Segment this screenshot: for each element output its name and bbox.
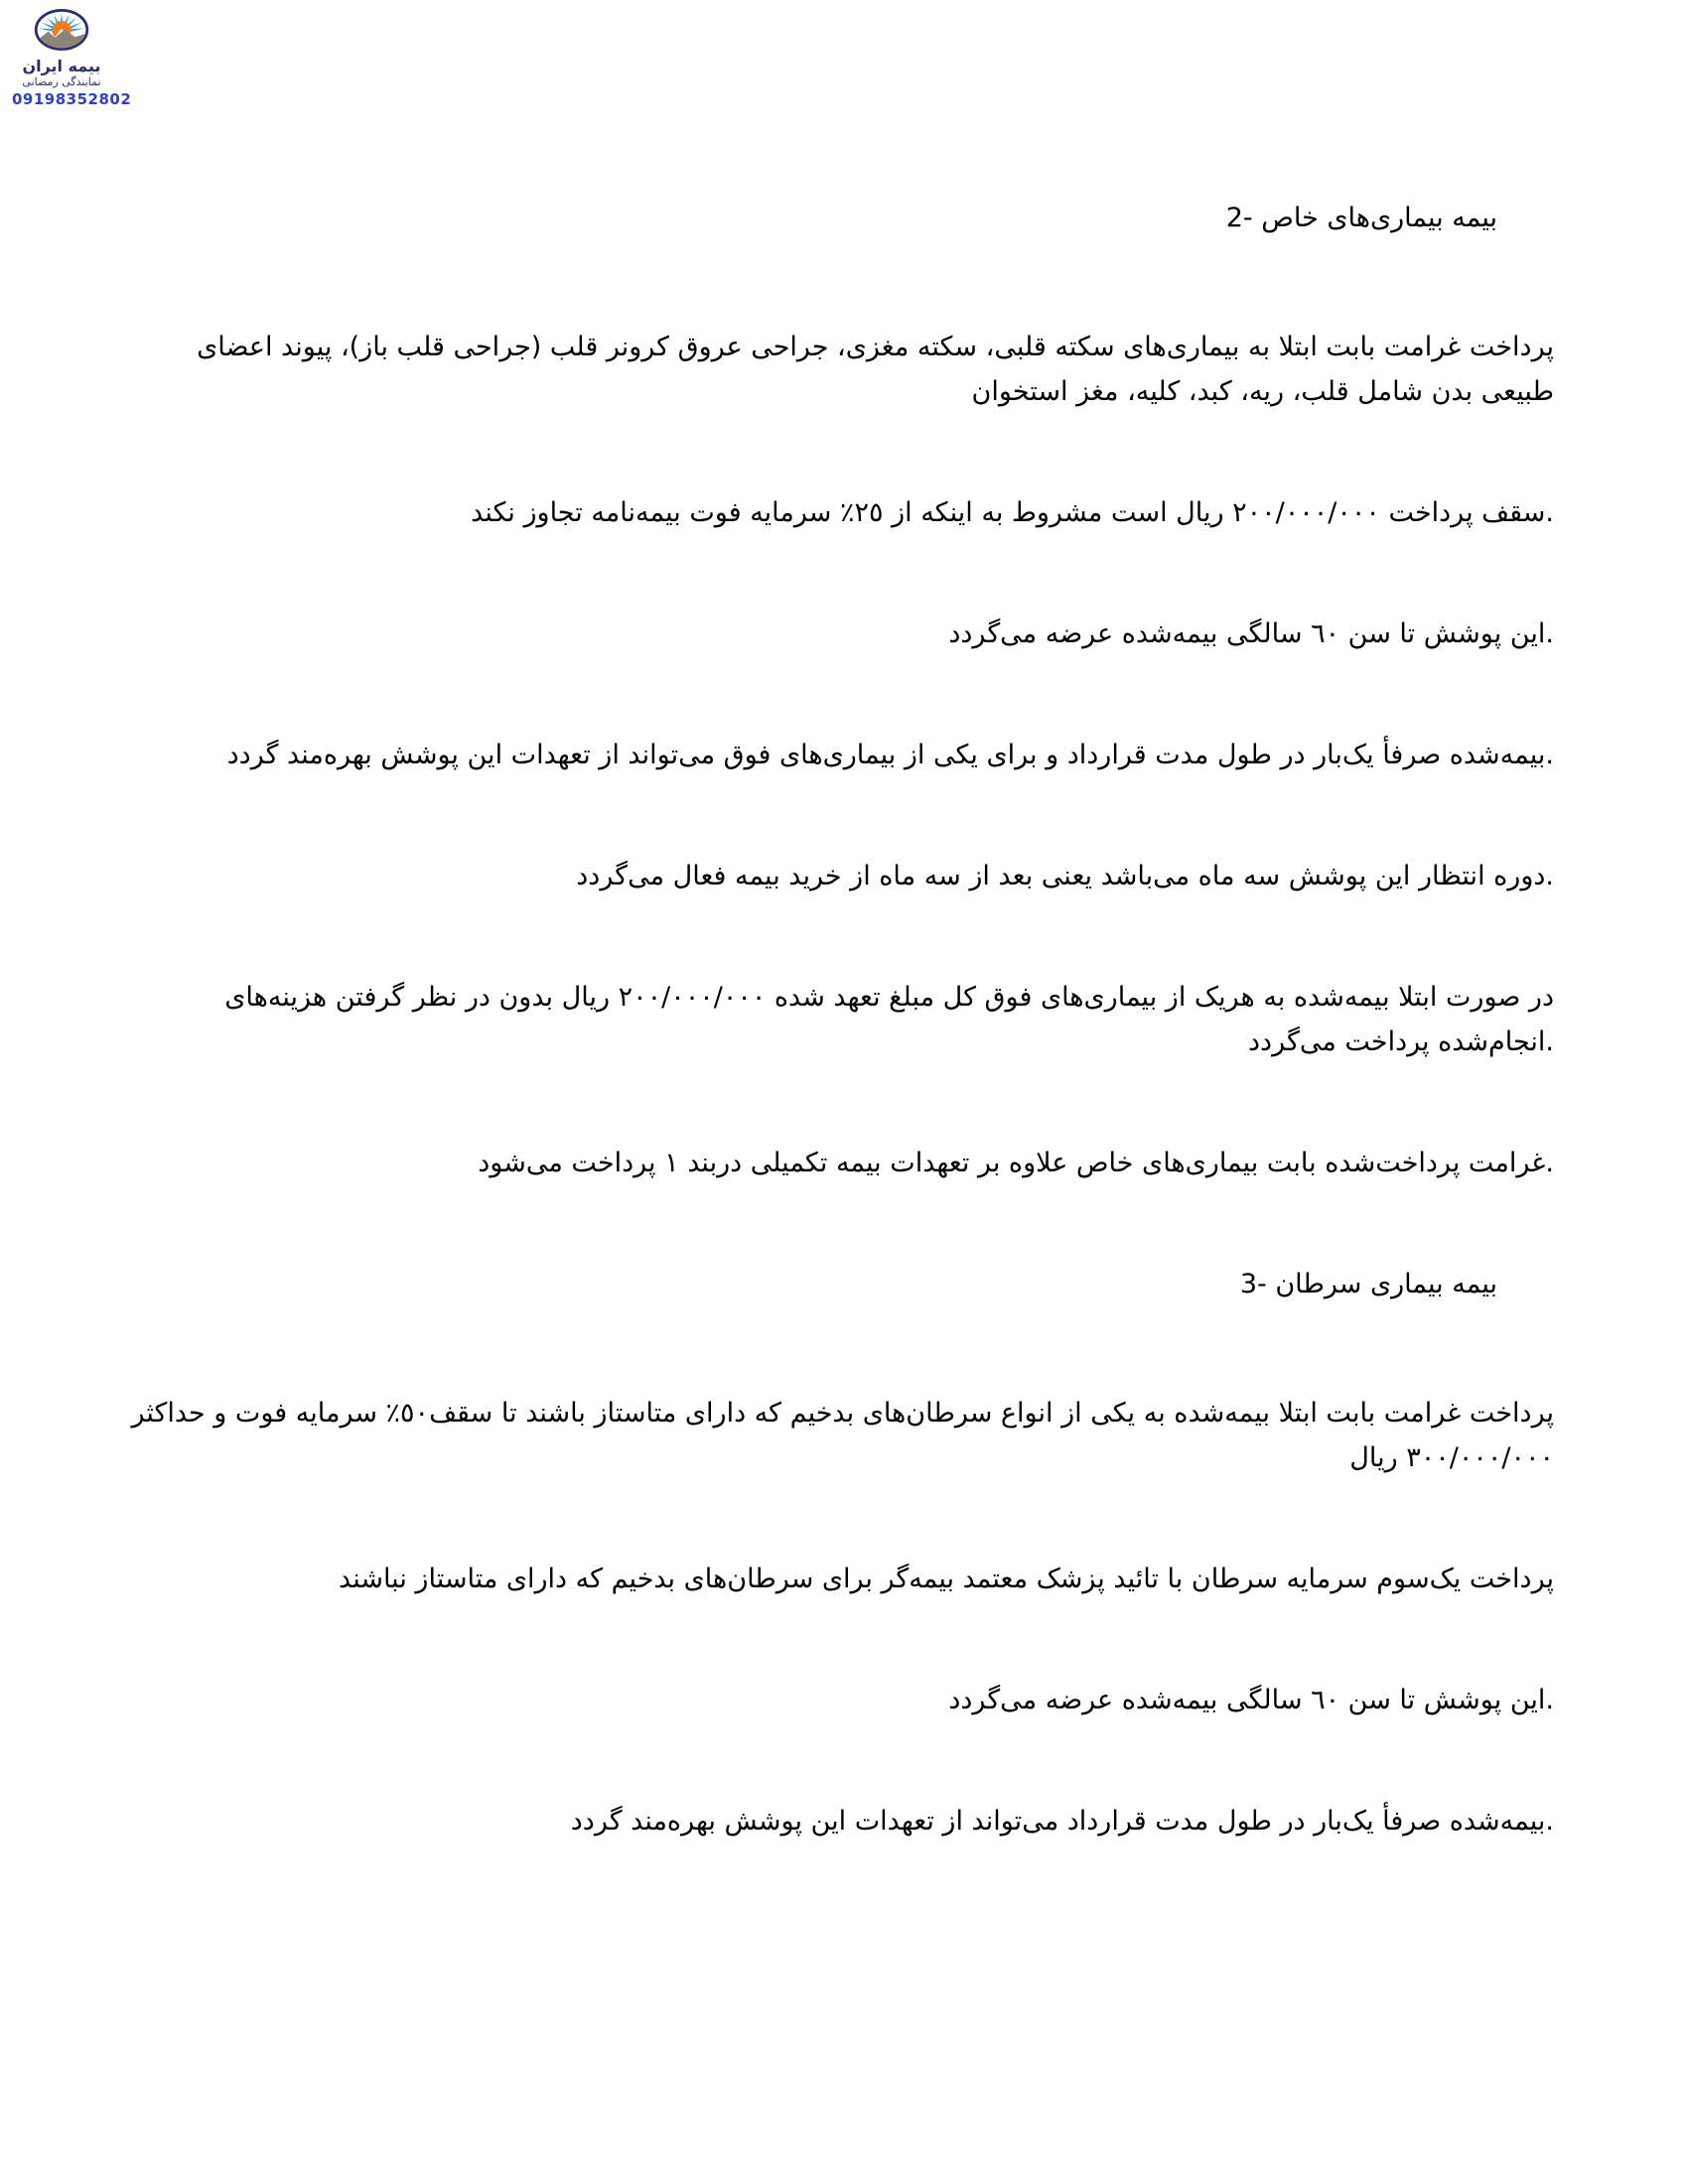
text-line: بیمه بیماری‌های خاص -2 (1225, 203, 1497, 233)
paragraph (0, 1141, 1688, 1185)
text-line: .بیمه‌شده صرفأ یک‌بار در طول مدت قرارداد و برای یکی از بیماری‌های فوق می‌تواند از تعهدات این پوشش بهره‌مند گردد (226, 740, 1554, 770)
paragraph (0, 1678, 1688, 1722)
paragraph (0, 733, 1688, 777)
text-line: .سقف پرداخت ٢٠٠/٠٠٠/٠٠٠ ریال است مشروط به اینکه از ٢٥٪ سرمایه فوت بیمه‌نامه تجاوز نکند (471, 497, 1554, 528)
text-line: .این پوشش تا سن ٦٠ سالگی بیمه‌شده عرضه می‌گردد (948, 1685, 1554, 1715)
paragraph (0, 490, 1688, 535)
section-heading (0, 1262, 1688, 1306)
brand-name: بیمه ایران (22, 57, 101, 75)
text-line: بیمه بیماری سرطان -3 (1239, 1269, 1497, 1299)
text-line: طبیعی بدن شامل قلب، ریه، کبد، کلیه، مغز استخوان (971, 376, 1554, 407)
paragraph (0, 975, 1688, 1064)
text-line: پرداخت غرامت بابت ابتلا بیمه‌شده به یکی از انواع سرطان‌های بدخیم که دارای متاستاز باشند تا سقف٥٠٪ سرمایه فوت و حداکثر (131, 1398, 1554, 1429)
text-line: .بیمه‌شده صرفأ یک‌بار در طول مدت قرارداد می‌تواند از تعهدات این پوشش بهره‌مند گردد (570, 1806, 1554, 1837)
paragraph (0, 1557, 1688, 1601)
text-line: در صورت ابتلا بیمه‌شده به هریک از بیماری‌های فوق کل مبلغ تعهد شده ٢٠٠/٠٠٠/٠٠٠ ریال بدون در نظر گرفتن هزینه‌های (224, 982, 1554, 1013)
paragraph (0, 1799, 1688, 1843)
paragraph (0, 325, 1688, 414)
paragraph (0, 854, 1688, 898)
agency-name: نمایندگی رمضانی (22, 75, 101, 88)
text-line: .دوره انتظار این پوشش سه ماه می‌باشد یعنی بعد از سه ماه از خرید بیمه فعال می‌گردد (576, 861, 1554, 891)
text-line: ٣٠٠/٠٠٠/٠٠٠ ریال (1349, 1442, 1554, 1473)
text-line: .غرامت پرداخت‌شده بابت بیماری‌های خاص علاوه بر تعهدات بیمه تکمیلی دربند ١ پرداخت می‌شود (478, 1148, 1554, 1178)
agency-phone: 09198352802 (12, 90, 132, 108)
text-line: پرداخت غرامت بابت ابتلا به بیماری‌های سکته قلبی، سکته مغزی، جراحی عروق کرونر قلب (جراحی قلب باز)، پیوند اعضای (197, 332, 1554, 362)
section-heading (0, 196, 1688, 240)
paragraph (0, 612, 1688, 656)
paragraph (0, 1391, 1688, 1480)
text-line: .این پوشش تا سن ٦٠ سالگی بیمه‌شده عرضه می‌گردد (948, 618, 1554, 649)
text-line: .انجام‌شده پرداخت می‌گردد (1248, 1026, 1554, 1057)
text-line: پرداخت یک‌سوم سرمایه سرطان با تائید پزشک معتمد بیمه‌گر برای سرطان‌های بدخیم که دارای متاستاز نباشند (339, 1564, 1554, 1594)
